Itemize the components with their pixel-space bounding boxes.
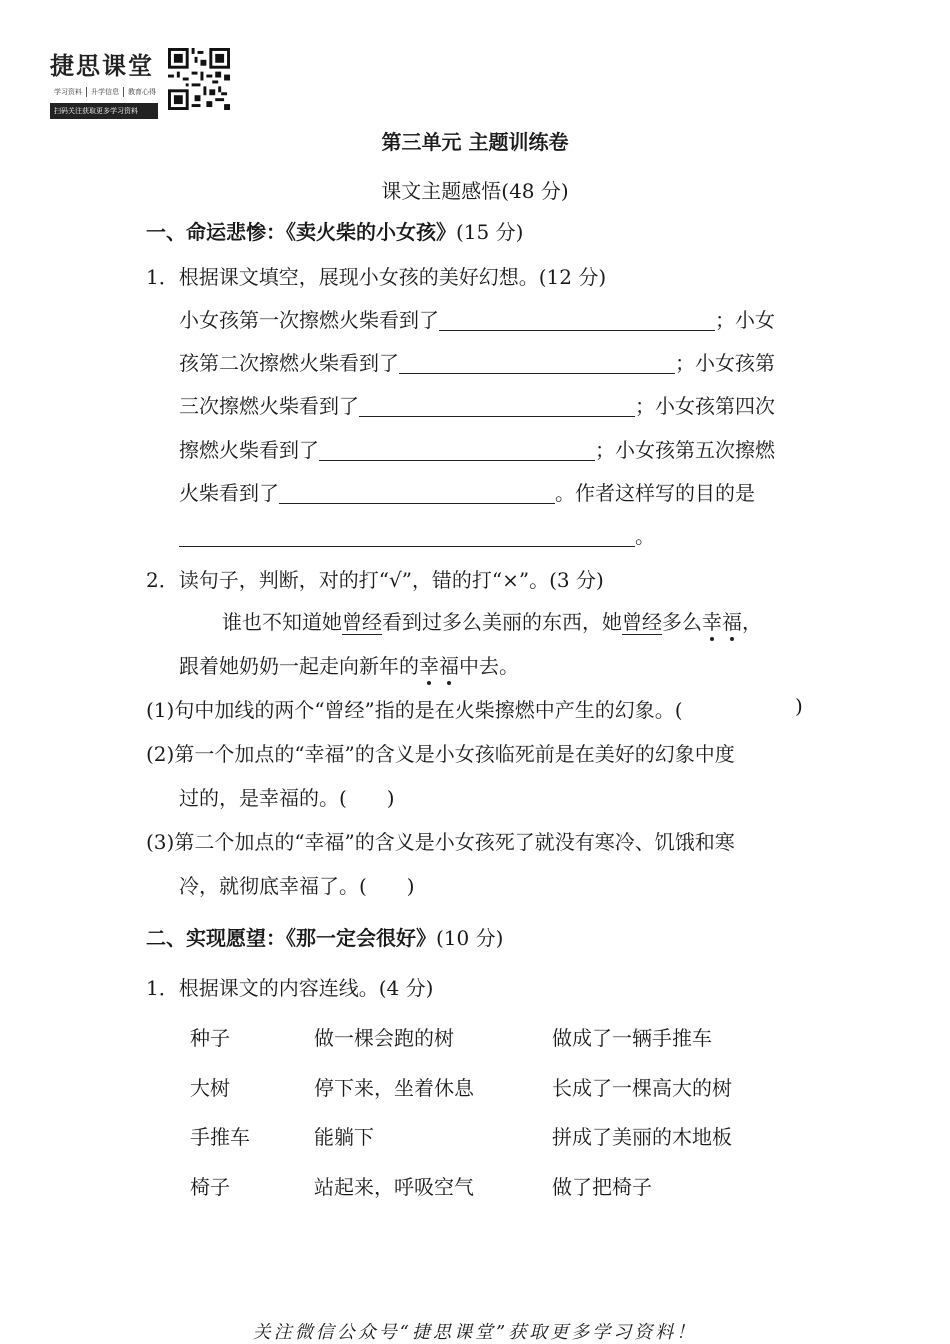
answer-blank[interactable] [359,394,635,417]
line-text: 三次擦燃火柴看到了 [179,394,359,418]
page-title: 第三单元 主题训练卷 [381,130,569,154]
match-col2-item[interactable]: 能躺下 [314,1125,374,1149]
fill-line-6 [179,520,655,549]
section-1-heading [146,216,523,245]
line-text: 孩第二次擦燃火柴看到了 [179,351,399,375]
logo-tags [50,87,160,97]
sentence-text: 多么 [662,610,702,634]
match-col1-item[interactable]: 手推车 [190,1125,250,1149]
logo-tag: 教育心得 [128,88,156,96]
match-col2-item[interactable]: 做一棵会跑的树 [314,1026,454,1050]
sentence-text: 看到过多么美丽的东西，她 [382,610,622,634]
logo-banner: 扫码关注获取更多学习资料 [50,103,158,119]
fill-line-4 [179,434,775,463]
line-text: ；小女孩第 [675,351,775,375]
judge-item-1-close: ) [795,694,803,718]
question-1-prompt: 1．根据课文的内容连线。(4 分) [146,976,434,1000]
page-subtitle: 课文主题感悟(48 分) [381,179,569,203]
match-col2-item[interactable]: 停下来，坐着休息 [314,1076,474,1100]
line-text: 小女孩第一次擦燃火柴看到了 [179,308,439,332]
fill-line-3 [179,390,775,419]
line-text: ；小女 [715,308,775,332]
logo-tag: 升学信息 [87,87,124,97]
dotted-char: 幸 [702,610,722,634]
quoted-sentence-line-1 [222,606,762,635]
section-heading-text: 一、命运悲惨：《卖火柴的小女孩》 [146,220,456,244]
judge-item-2-line-2: 过的，是幸福的。( ) [179,786,395,810]
match-col3-item[interactable]: 拼成了美丽的木地板 [552,1125,732,1149]
dotted-word [419,654,459,678]
dotted-char: 福 [439,654,459,678]
match-col3-item[interactable]: 做成了一辆手推车 [552,1026,712,1050]
match-col3-item[interactable]: 做了把椅子 [552,1175,652,1199]
sentence-text: 中去。 [459,654,519,678]
line-text: 火柴看到了 [179,481,279,505]
match-col1-item[interactable]: 大树 [190,1076,230,1100]
match-col3-item[interactable]: 长成了一棵高大的树 [552,1076,732,1100]
answer-blank[interactable] [439,308,715,331]
section-points: (15 分) [456,220,524,244]
sentence-text: 跟着她奶奶一起走向新年的 [179,654,419,678]
section-2-heading [146,922,503,951]
section-heading-text: 二、实现愿望：《那一定会很好》 [146,926,436,950]
fill-line-2 [179,347,775,376]
sentence-text: ， [742,610,762,634]
answer-blank[interactable] [399,351,675,374]
line-text: 擦燃火柴看到了 [179,438,319,462]
answer-blank[interactable] [319,438,595,461]
match-col1-item[interactable]: 种子 [190,1026,230,1050]
line-text: ；小女孩第五次擦燃 [595,438,775,462]
answer-blank[interactable] [279,481,555,504]
underlined-word: 曾经 [622,610,662,634]
logo-title: 捷思课堂 [50,51,154,80]
judge-item-2-line-1: (2)第一个加点的“幸福”的含义是小女孩临死前是在美好的幻象中度 [146,742,735,766]
question-1-prompt: 1．根据课文填空，展现小女孩的美好幻想。(12 分) [146,265,607,289]
match-col2-item[interactable]: 站起来，呼吸空气 [314,1175,474,1199]
dotted-char: 幸 [419,654,439,678]
answer-blank[interactable] [179,524,635,547]
quoted-sentence-line-2 [179,650,519,679]
question-2-prompt: 2．读句子，判断，对的打“√”，错的打“×”。(3 分) [146,568,604,592]
fill-line-1 [179,304,775,333]
underlined-word: 曾经 [342,610,382,634]
match-col1-item[interactable]: 椅子 [190,1175,230,1199]
logo-tag: 学习资料 [50,87,87,97]
line-text: ；小女孩第四次 [635,394,775,418]
brand-logo [50,46,160,119]
judge-item-1 [146,694,683,723]
judge-item-3-line-1: (3)第二个加点的“幸福”的含义是小女孩死了就没有寒冷、饥饿和寒 [146,830,735,854]
qr-code-icon [168,48,230,110]
dotted-char: 福 [722,610,742,634]
line-text: 。作者这样写的目的是 [555,481,755,505]
line-text: 。 [635,524,655,548]
judge-item-3-line-2: 冷，就彻底幸福了。( ) [179,874,415,898]
footer-note: 关注微信公众号“捷思课堂”获取更多学习资料！ [252,1322,698,1343]
dotted-word [702,610,742,634]
sentence-text: 谁也不知道她 [222,610,342,634]
section-points: (10 分) [436,926,504,950]
fill-line-5 [179,477,755,506]
item-text: (1)句中加线的两个“曾经”指的是在火柴擦燃中产生的幻象。( [146,698,683,722]
